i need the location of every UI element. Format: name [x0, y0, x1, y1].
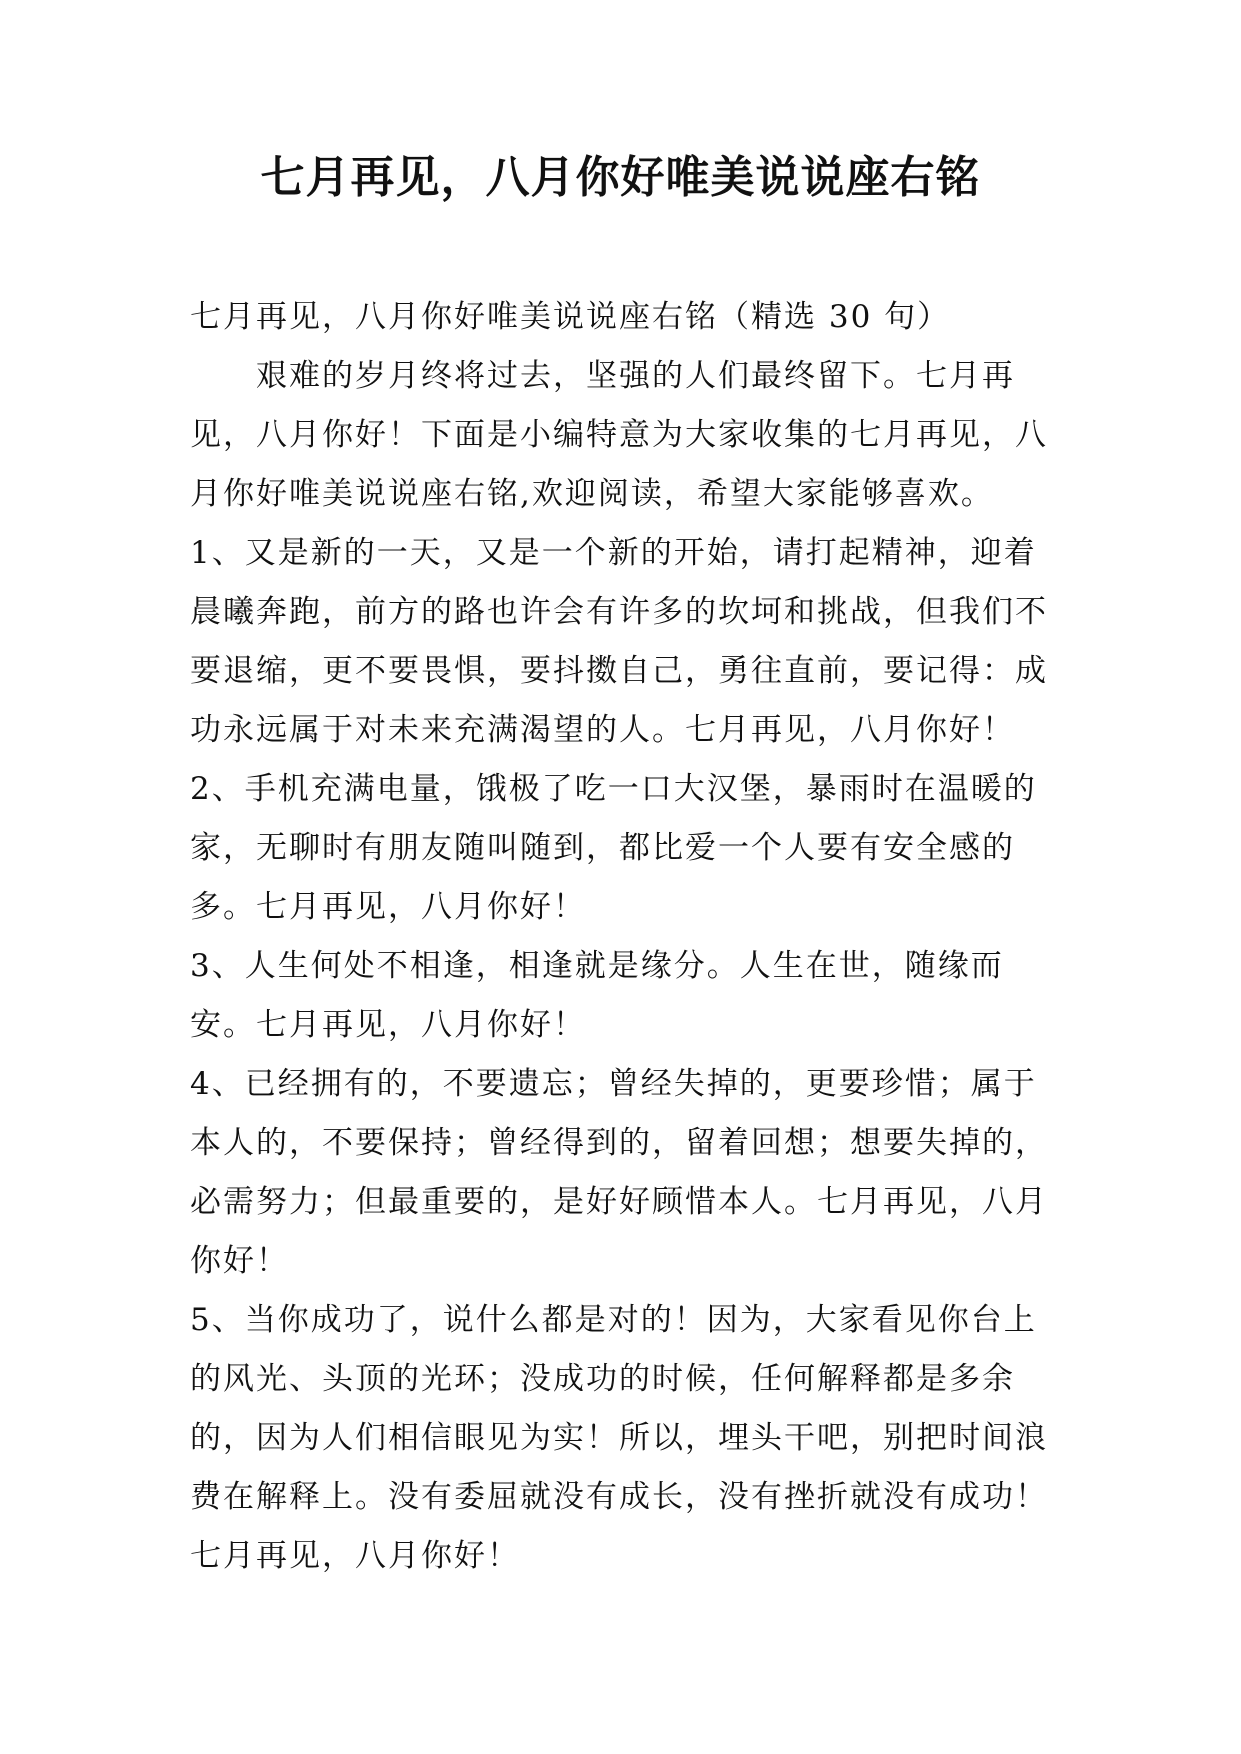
list-item: 4、已经拥有的，不要遗忘；曾经失掉的，更要珍惜；属于本人的，不要保持；曾经得到的，留着回想；想要失掉的，必需努力；但最重要的，是好好顾惜本人。七月再见，八月你好！ [190, 1066, 1048, 1279]
document-subtitle: 七月再见，八月你好唯美说说座右铭（精选 30 句） [190, 299, 951, 335]
list-item: 2、手机充满电量，饿极了吃一口大汉堡，暴雨时在温暖的家，无聊时有朋友随叫随到，都比爱一个人要有安全感的多。七月再见，八月你好！ [190, 771, 1037, 925]
list-item: 1、又是新的一天，又是一个新的开始，请打起精神，迎着晨曦奔跑，前方的路也许会有许多的坎坷和挑战，但我们不要退缩，更不要畏惧，要抖擞自己，勇往直前，要记得：成功永远属于对未来充满渴望的人。七月再见，八月你好！ [190, 535, 1048, 748]
list-item: 5、当你成功了，说什么都是对的！因为，大家看见你台上的风光、头顶的光环；没成功的时候，任何解释都是多余的，因为人们相信眼见为实！所以，埋头干吧，别把时间浪费在解释上。没有委屈就没有成长，没有挫折就没有成功！七月再见，八月你好！ [190, 1302, 1048, 1574]
document-title: 七月再见，八月你好唯美说说座右铭 [260, 152, 981, 203]
list-item: 3、人生何处不相逢，相逢就是缘分。人生在世，随缘而安。七月再见，八月你好！ [190, 948, 1004, 1043]
document-body [190, 288, 1060, 1586]
intro-paragraph: 艰难的岁月终将过去，坚强的人们最终留下。七月再见，八月你好！下面是小编特意为大家收集的七月再见，八月你好唯美说说座右铭,欢迎阅读，希望大家能够喜欢。 [190, 358, 1048, 512]
